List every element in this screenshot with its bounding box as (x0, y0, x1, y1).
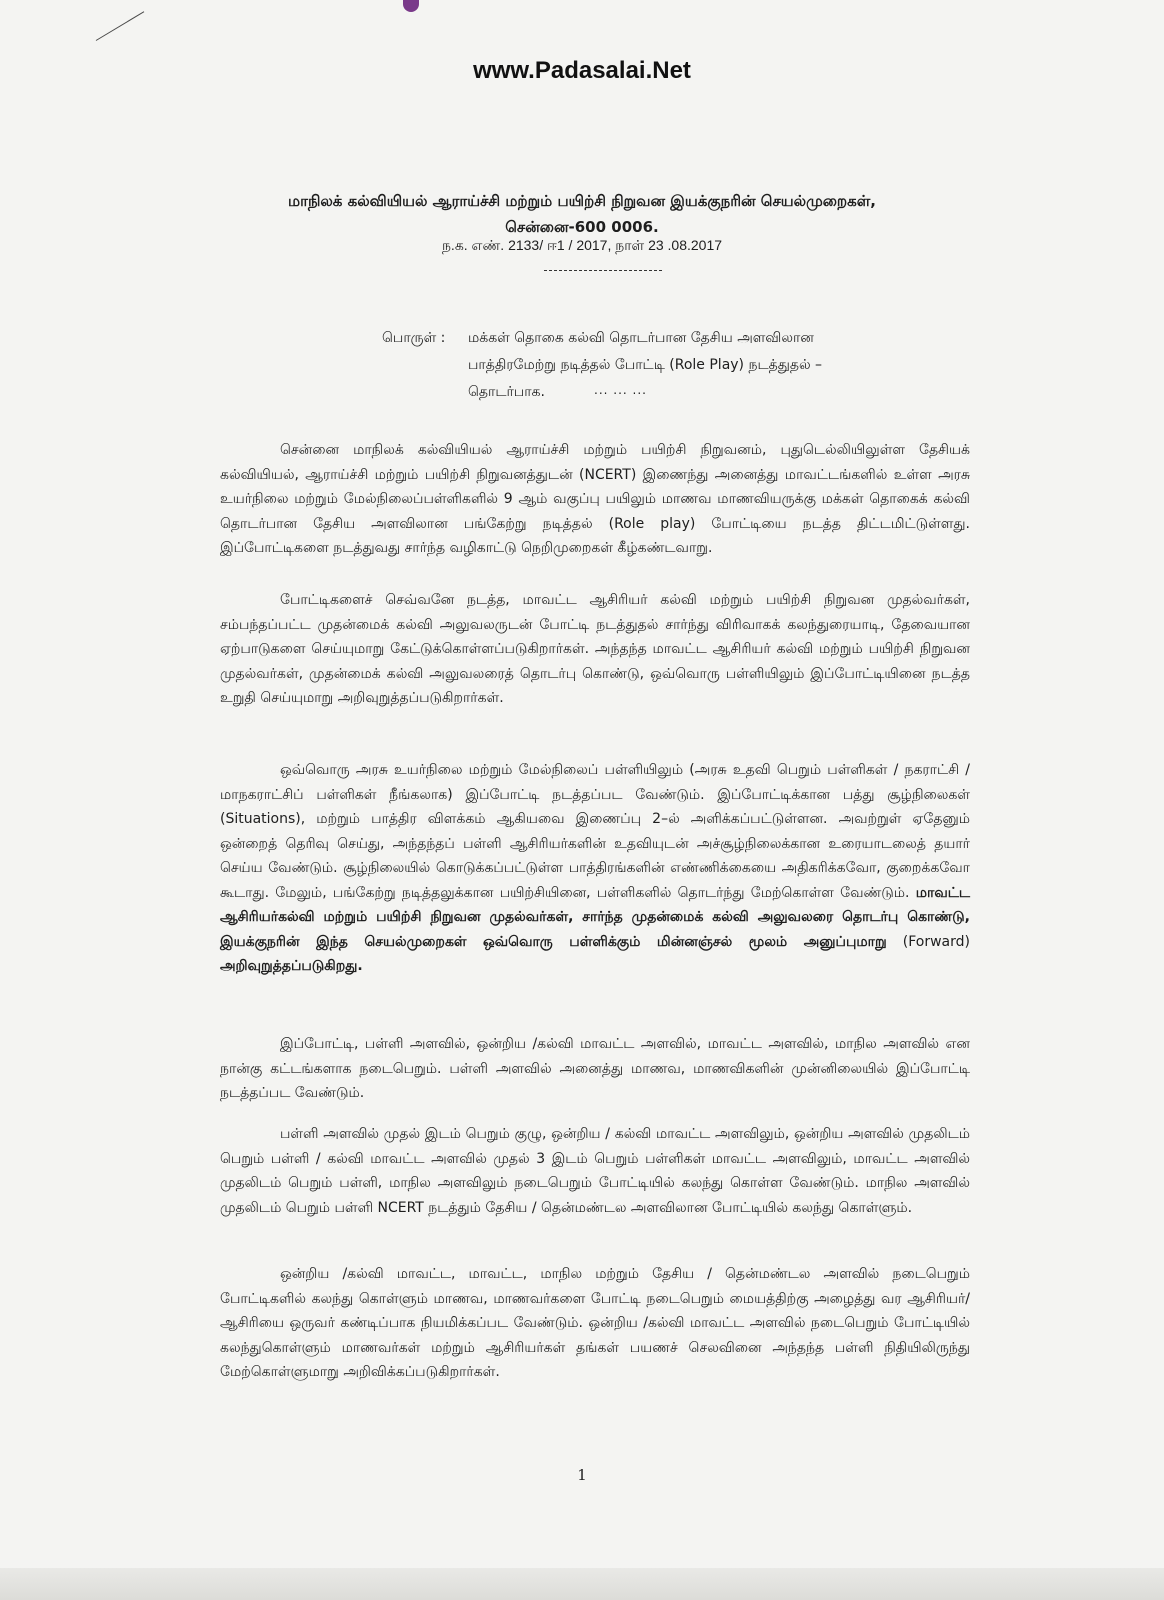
paragraph-2: போட்டிகளைச் செவ்வனே நடத்த, மாவட்ட ஆசிரியர் கல்வி மற்றும் பயிற்சி நிறுவன முதல்வர்கள், சம்பந்தப்பட்ட முதன்மைக் கல்வி அலுவலருடன் போட்டி நடத்துதல் சார்ந்து விரிவாகக் கலந்துரையாடி, தேவையான ஏற்பாடுகளை செய்யுமாறு கேட்டுக்கொள்ளப்படுகிறார்கள். அந்தந்த மாவட்ட ஆசிரியர் கல்வி மற்றும் பயிற்சி நிறுவன முதல்வர்கள், முதன்மைக் கல்வி அலுவலரைத் தொடர்பு கொண்டு, ஒவ்வொரு பள்ளியிலும் இப்போட்டியினை நடத்த உறுதி செய்யுமாறு அறிவுறுத்தப்படுகிறார்கள். (220, 592, 970, 706)
paragraph-3-bold: மாவட்ட ஆசிரியர்கல்வி மற்றும் பயிற்சி நிறுவன முதல்வர்கள், சார்ந்த முதன்மைக் கல்வி அலுவலரை தொடர்பு கொண்டு, இயக்குநரின் இந்த செயல்முறைகள் ஒவ்வொரு பள்ளிக்கும் மின்னஞ்சல் மூலம் அனுப்புமாறு (220, 884, 970, 950)
heading-line-1: மாநிலக் கல்வியியல் ஆராய்ச்சி மற்றும் பயிற்சி நிறுவன இயக்குநரின் செயல்முறைகள், (288, 192, 876, 210)
paragraph-4: இப்போட்டி, பள்ளி அளவில், ஒன்றிய /கல்வி மாவட்ட அளவில், மாவட்ட அளவில், மாநில அளவில் என நான்கு கட்டங்களாக நடைபெறும். பள்ளி அளவில் அனைத்து மாணவ, மாணவிகளின் முன்னிலையில் இப்போட்டி நடத்தப்பட வேண்டும். (220, 1036, 970, 1101)
site-watermark: www.Padasalai.Net (473, 57, 691, 84)
pen-stroke-mark (96, 11, 145, 41)
subject-text: மக்கள் தொகை கல்வி தொடர்பான தேசிய அளவிலான பாத்திரமேற்று நடித்தல் போட்டி (Role Play) நடத்துதல் – தொடர்பாக. (468, 330, 823, 400)
paragraph-3-text: ஒவ்வொரு அரசு உயர்நிலை மற்றும் மேல்நிலைப் பள்ளியிலும் (அரசு உதவி பெறும் பள்ளிகள் / நகராட்சி / மாநகராட்சிப் பள்ளிகள் நீங்கலாக) இப்போட்டி நடத்தப்பட வேண்டும். இப்போட்டிக்கான பத்து சூழ்நிலைகள் (Situations), மற்றும் பாத்திர விளக்கம் ஆகியவை இணைப்பு 2–ல் அளிக்கப்பட்டுள்ளன. அவற்றுள் ஏதேனும் ஒன்றைத் தெரிவு செய்து, அந்தந்தப் பள்ளி ஆசிரியர்களின் உதவியுடன் அச்சூழ்நிலைக்கான உரையாடலைத் தயார் செய்ய வேண்டும். சூழ்நிலையில் கொடுக்கப்பட்டுள்ள பாத்திரங்களின் எண்ணிக்கையை அதிகரிக்கவோ, குறைக்கவோ கூடாது. மேலும், பங்கேற்று நடித்தலுக்கான பயிற்சியினை, பள்ளிகளில் தொடர்ந்து மேற்கொள்ள வேண்டும். (220, 762, 970, 901)
subject-label: பொருள் : (382, 330, 446, 346)
paragraph-1: சென்னை மாநிலக் கல்வியியல் ஆராய்ச்சி மற்றும் பயிற்சி நிறுவனம், புதுடெல்லியிலுள்ள தேசியக் கல்வியியல், ஆராய்ச்சி மற்றும் பயிற்சி நிறுவனத்துடன் (NCERT) இணைந்து அனைத்து மாவட்டங்களில் உள்ள அரசு உயர்நிலை மற்றும் மேல்நிலைப்பள்ளிகளில் 9 ஆம் வகுப்பு பயிலும் மாணவ மாணவியருக்கு மக்கள் தொகைக் கல்வி தொடர்பான தேசிய அளவிலான பங்கேற்று நடித்தல் (Role play) போட்டியை நடத்த திட்டமிட்டுள்ளது. இப்போட்டிகளை நடத்துவது சார்ந்த வழிகாட்டு நெறிமுறைகள் கீழ்கண்டவாறு. (220, 442, 970, 556)
document-heading (180, 188, 984, 240)
reference-number: ந.க. எண். 2133/ ஈ1 / 2017, நாள் 23 .08.2017 (441, 237, 723, 253)
paragraph-3 (220, 758, 970, 979)
scan-bottom-edge (0, 1568, 1164, 1600)
paragraph-3-forward: (Forward) (902, 933, 970, 950)
subject-dots: ... ... ... (594, 383, 647, 397)
paragraph-6: ஒன்றிய /கல்வி மாவட்ட, மாவட்ட, மாநில மற்றும் தேசிய / தென்மண்டல அளவில் நடைபெறும் போட்டிகளில் கலந்து கொள்ளும் மாணவ, மாணவர்களை போட்டி நடைபெறும் மையத்திற்கு அழைத்து வர ஆசிரியர்/ ஆசிரியை ஒருவர் கண்டிப்பாக நியமிக்கப்பட வேண்டும். ஒன்றிய /கல்வி மாவட்ட அளவில் நடைபெறும் போட்டியில் கலந்துகொள்ளும் மாணவர்கள் மற்றும் ஆசிரியர்கள் தங்கள் பயணச் செலவினை அந்தந்த பள்ளி நிதியிலிருந்து மேற்கொள்ளுமாறு அறிவிக்கப்படுகிறார்கள். (220, 1266, 970, 1380)
divider (544, 270, 662, 271)
paragraph-3-bold-tail: அறிவுறுத்தப்படுகிறது. (220, 958, 363, 974)
page-number: 1 (577, 1466, 587, 1484)
heading-line-2: சென்னை-600 0006. (505, 218, 659, 236)
ink-blot (403, 0, 419, 12)
paragraph-5: பள்ளி அளவில் முதல் இடம் பெறும் குழு, ஒன்றிய / கல்வி மாவட்ட அளவிலும், ஒன்றிய அளவில் முதலிடம் பெறும் பள்ளி / கல்வி மாவட்ட அளவில் முதல் 3 இடம் பெறும் பள்ளிகள் மாவட்ட அளவிலும், மாவட்ட அளவில் முதலிடம் பெறும் பள்ளி, மாநில அளவிலும் நடைபெறும் போட்டியில் கலந்து கொள்ள வேண்டும். மாநில அளவில் முதலிடம் பெறும் பள்ளி NCERT நடத்தும் தேசிய / தென்மண்டல அளவிலான போட்டியில் கலந்து கொள்ளும். (220, 1126, 970, 1216)
